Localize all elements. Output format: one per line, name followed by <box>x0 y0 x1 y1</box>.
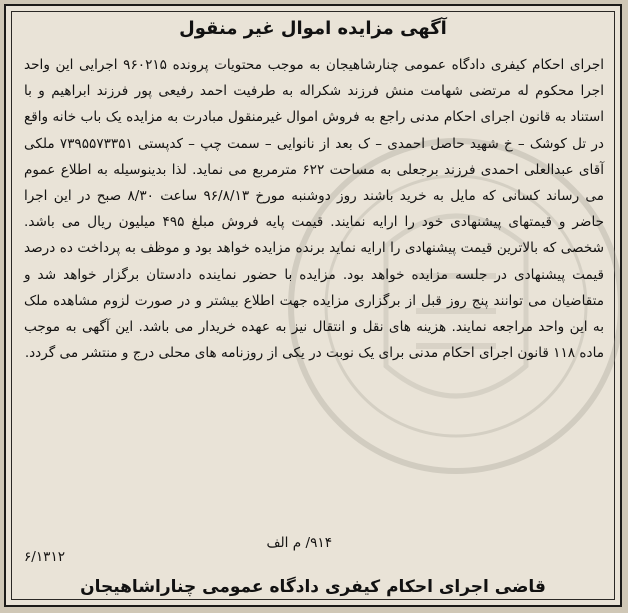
newspaper-notice <box>4 4 622 607</box>
notice-signature: قاضی اجرای احکام کیفری دادگاه عمومی چناراشاهیجان <box>80 577 546 597</box>
notice-body: اجرای احکام کیفری دادگاه عمومی چنارشاهیجان به موجب محتویات پرونده ۹۶۰۲۱۵ اجرایی این واحد اجرا محکوم له مرتضی شهامت منش فرزند شکراله به طرفیت احمد رفیعی پور فرزند ابراهیم و با استناد به قانون اجرای احکام مدنی راجع به فروش اموال غیرمنقول مبادرت به مزایده یک باب خانه واقع در تل کوشک – خ شهید حاصل احمدی – ک بعد از نانوایی – سمت چپ – کدپستی ۷۳۹۵۵۷۳۳۵۱ ملکی آقای عبدالعلی احمدی فرزند برجعلی به مساحت ۶۲۲ مترمربع می نماید. لذا بدینوسیله به اطلاع عموم می رساند کسانی که مایل به خرید باشند روز دوشنبه مورخ ۹۶/۸/۱۳ ساعت ۸/۳۰ صبح در این اجرا حاضر و قیمتهای پیشنهادی خود را ارایه نمایند. قیمت پایه فروش مبلغ ۴۹۵ میلیون ریال می باشد. شخصی که بالاترین قیمت پیشنهادی را ارایه نماید برنده مزایده خواهد بود و موظف به پرداخت ده درصد قیمت پیشنهادی در جلسه مزایده خواهد بود. مزایده با حضور نماینده دادستان برگزار خواهد شد و متقاضیان می توانند پنج روز قبل از برگزاری مزایده جهت اطلاع بیشتر و در صورت لزوم مشاهده ملک به این واحد مراجعه نمایند. هزینه های نقل و انتقال نیز به عهده خریدار می باشد. این آگهی به موجب ماده ۱۱۸ قانون اجرای احکام مدنی برای یک نوبت در یکی از روزنامه های محلی درج و منتشر می گردد. <box>24 57 605 362</box>
notice-title: آگهی مزایده اموال غیر منقول <box>179 18 447 39</box>
notice-meta <box>24 535 602 575</box>
notice-date: ۶/۱۳۱۲ <box>24 549 66 565</box>
notice-reference: ۹۱۴/ م الف <box>266 535 332 551</box>
